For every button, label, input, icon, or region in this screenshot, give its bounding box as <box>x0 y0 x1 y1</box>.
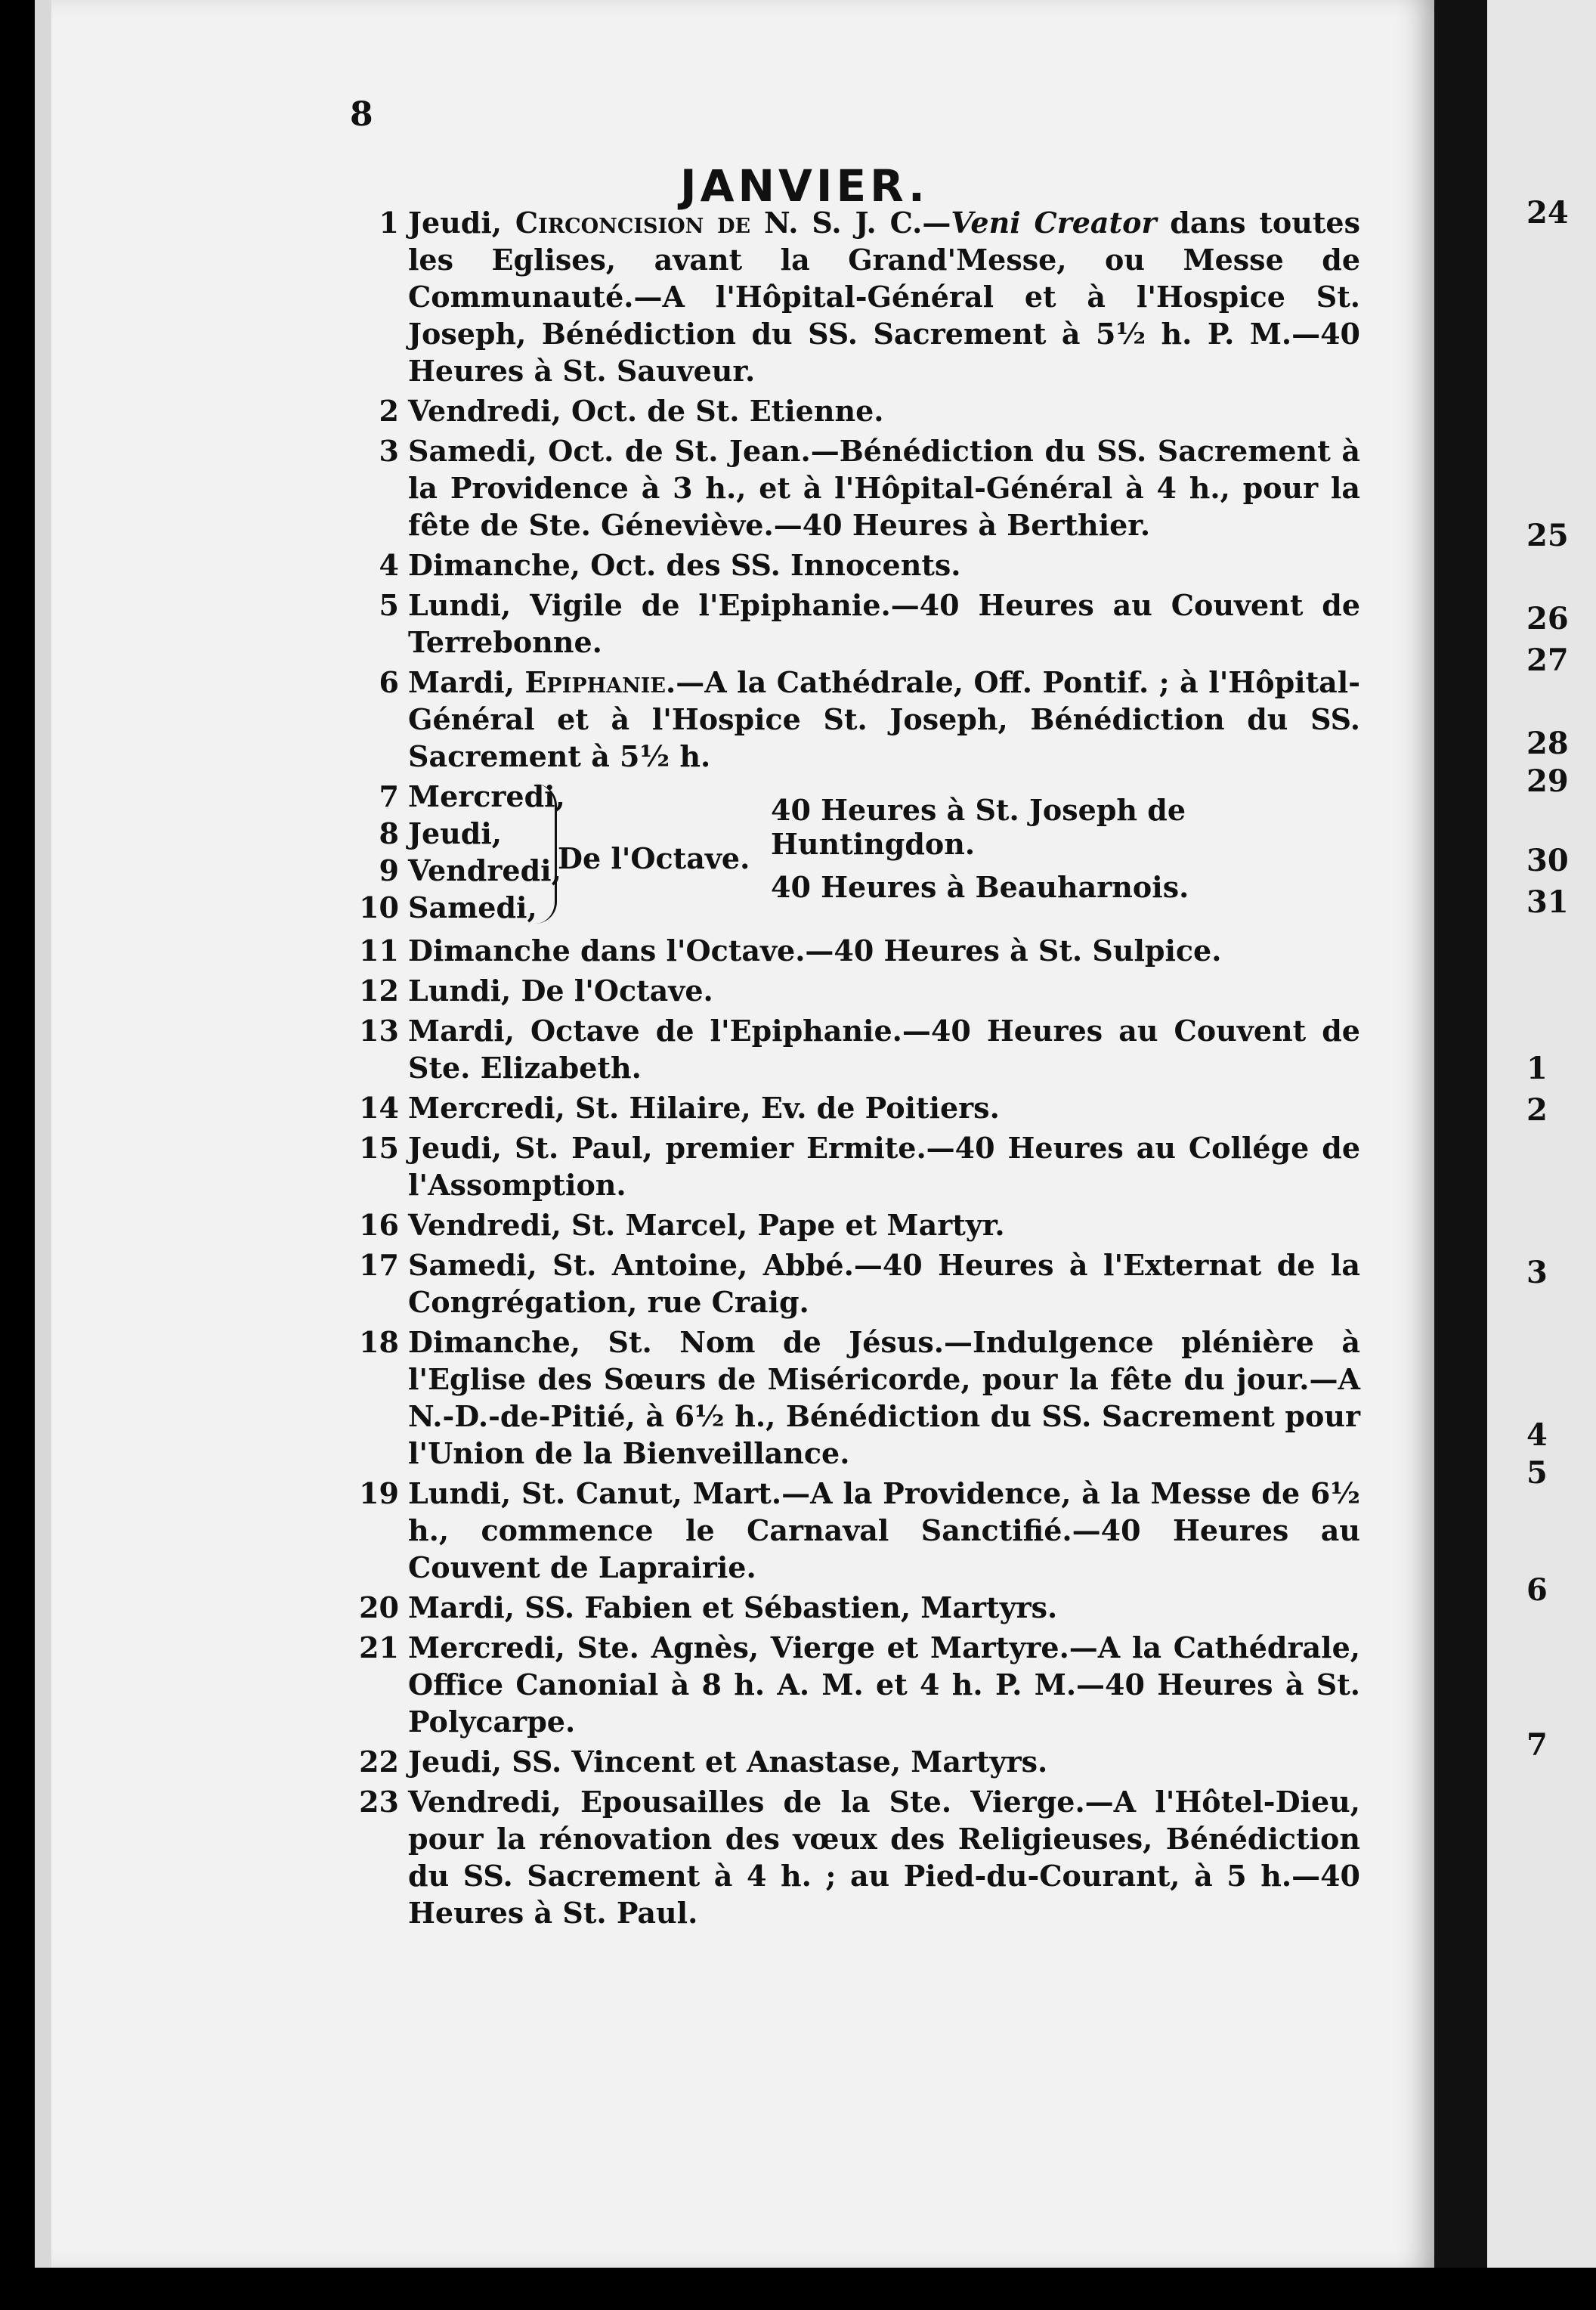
entry-text-part: Lundi, St. Canut, Mart.—A la Providence, à la Messe de 6½ h., commence le Carnaval Sanctifié.—40 Heures au Couvent de Laprairie. <box>408 1476 1360 1584</box>
calendar-entry <box>355 972 1360 1009</box>
day-number: 13 <box>359 1014 399 1048</box>
entry-text <box>408 587 1360 661</box>
entry-text <box>408 664 1360 775</box>
facing-page-number: 28 <box>1526 726 1569 761</box>
entry-text-part: Dimanche, Oct. des SS. Innocents. <box>408 548 961 582</box>
page-edge <box>35 0 51 2268</box>
octave-label: De l'Octave. <box>558 841 750 875</box>
day-number: 3 <box>379 434 399 468</box>
entry-text <box>408 1129 1360 1203</box>
page-number: 8 <box>350 95 373 134</box>
facing-page-number: 4 <box>1526 1417 1548 1453</box>
entry-text-part: Epiphanie <box>524 665 666 699</box>
entry-text-part: Jeudi, St. Paul, premier Ermite.—40 Heures au Collége de l'Assomption. <box>408 1131 1360 1202</box>
calendar-entry <box>355 587 1360 661</box>
entry-text-part: Samedi, Oct. de St. Jean.—Bénédiction du SS. Sacrement à la Providence à 3 h., et à l'Hôpital-Général à 4 h., pour la fête de Ste. Géneviève.—40 Heures à Berthier. <box>408 434 1360 542</box>
entry-text <box>408 1324 1360 1472</box>
calendar-entry <box>355 932 1360 969</box>
entry-text <box>408 547 1360 584</box>
month-title: JANVIER. <box>680 160 929 212</box>
entry-text <box>408 204 1360 389</box>
entry-text <box>408 432 1360 543</box>
entry-text-part: Vendredi, Oct. de St. Etienne. <box>408 394 884 428</box>
day-number: 19 <box>359 1476 399 1510</box>
entry-text-part: N. S. J. C.— <box>750 206 951 240</box>
entry-text-part: Mardi, SS. Fabien et Sébastien, Martyrs. <box>408 1590 1058 1624</box>
entry-text <box>408 1012 1360 1086</box>
day-number: 14 <box>359 1091 399 1125</box>
facing-page-number: 1 <box>1526 1051 1548 1086</box>
day-number: 15 <box>359 1131 399 1165</box>
octave-note: 40 Heures à St. Joseph de Huntingdon. <box>771 793 1186 861</box>
day-number: 6 <box>379 665 399 699</box>
octave-note: 40 Heures à Beauharnois. <box>771 870 1189 904</box>
day-name: Vendredi, <box>408 853 561 887</box>
day-number: 23 <box>359 1785 399 1819</box>
entry-text <box>408 932 1360 969</box>
calendar-entry <box>355 1089 1360 1126</box>
day-number: 7 <box>379 779 399 813</box>
facing-page-number: 29 <box>1526 763 1569 799</box>
calendar-entry <box>355 547 1360 584</box>
calendar-entry <box>355 1012 1360 1086</box>
entry-text <box>408 1743 1360 1780</box>
entry-text <box>408 1783 1360 1931</box>
book-gutter <box>1434 0 1487 2268</box>
facing-page-fragment <box>1487 0 1596 2268</box>
entry-text-part: Mercredi, St. Hilaire, Ev. de Poitiers. <box>408 1091 1000 1125</box>
calendar-entry <box>355 1206 1360 1243</box>
entry-text-part: Jeudi, <box>408 206 515 240</box>
facing-page-number: 7 <box>1526 1727 1548 1763</box>
entry-text-part: Mercredi, Ste. Agnès, Vierge et Martyre.—A la Cathédrale, Office Canonial à 8 h. A. M. et 4 h. P. M.—40 Heures à St. Polycarpe. <box>408 1630 1360 1739</box>
day-number: 17 <box>359 1248 399 1282</box>
facing-page-number: 25 <box>1526 518 1569 553</box>
calendar-entries <box>355 204 1360 1934</box>
calendar-entry <box>355 1743 1360 1780</box>
day-name: Samedi, <box>408 890 537 924</box>
day-name: Mercredi, <box>408 779 565 813</box>
calendar-entry <box>355 1475 1360 1586</box>
entry-text-part: Lundi, De l'Octave. <box>408 974 713 1008</box>
entry-text <box>408 1246 1360 1321</box>
facing-page-number: 26 <box>1526 601 1569 636</box>
scan-border <box>0 2268 1596 2310</box>
day-number: 10 <box>359 890 399 924</box>
facing-page-number: 24 <box>1526 195 1569 231</box>
entry-text-part: Dimanche, St. Nom de Jésus.—Indulgence plénière à l'Eglise des Sœurs de Miséricorde, pour la fête du jour.—A N.-D.-de-Pitié, à 6½ h., Bénédiction du SS. Sacrement pour l'Union de la Bienveillance. <box>408 1325 1360 1470</box>
day-number: 20 <box>359 1590 399 1624</box>
entry-text <box>408 1475 1360 1586</box>
entry-text <box>408 1589 1360 1626</box>
entry-text-part: Mardi, Octave de l'Epiphanie.—40 Heures au Couvent de Ste. Elizabeth. <box>408 1014 1360 1085</box>
day-number: 1 <box>379 206 399 240</box>
entry-text <box>408 1089 1360 1126</box>
octave-day <box>355 852 561 889</box>
entries-top <box>355 204 1360 775</box>
day-number: 18 <box>359 1325 399 1359</box>
calendar-entry <box>355 1783 1360 1931</box>
calendar-entry <box>355 1589 1360 1626</box>
facing-page-number: 5 <box>1526 1455 1548 1491</box>
day-number: 5 <box>379 588 399 622</box>
calendar-entry <box>355 1246 1360 1321</box>
facing-page-number: 6 <box>1526 1572 1548 1608</box>
brace <box>535 784 557 924</box>
day-name: Jeudi, <box>408 816 503 850</box>
facing-page-number: 31 <box>1526 884 1569 920</box>
day-number: 4 <box>379 548 399 582</box>
entry-text-part: Vendredi, Epousailles de la Ste. Vierge.—A l'Hôtel-Dieu, pour la rénovation des vœux des Religieuses, Bénédiction du SS. Sacrement à 4 h. ; au Pied-du-Courant, à 5 h.—40 Heures à St. Paul. <box>408 1785 1360 1930</box>
octave-day <box>355 778 565 815</box>
entry-text <box>408 392 1360 429</box>
entry-text <box>408 1629 1360 1740</box>
entry-text-part: Dimanche dans l'Octave.—40 Heures à St. Sulpice. <box>408 934 1222 968</box>
entry-text-part: Jeudi, SS. Vincent et Anastase, Martyrs. <box>408 1745 1048 1779</box>
day-number: 21 <box>359 1630 399 1664</box>
octave-block <box>355 778 1360 929</box>
entry-text <box>408 1206 1360 1243</box>
calendar-entry <box>355 1324 1360 1472</box>
calendar-entry <box>355 432 1360 543</box>
entry-text-part: Lundi, Vigile de l'Epiphanie.—40 Heures au Couvent de Terrebonne. <box>408 588 1360 659</box>
entries-bottom <box>355 932 1360 1931</box>
facing-page-number: 30 <box>1526 843 1569 878</box>
facing-page-number: 27 <box>1526 643 1569 678</box>
entry-text-part: dans toutes les Eglises, avant la Grand'Messe, ou Messe de Communauté.—A l'Hôpital-Général et à l'Hospice St. Joseph, Bénédiction du SS. Sacrement à 5½ h. P. M.—40 Heures à St. Sauveur. <box>408 206 1361 388</box>
entry-text-part: .—A la Cathédrale, Off. Pontif. ; à l'Hôpital-Général et à l'Hospice St. Joseph, Bénédiction du SS. Sacrement à 5½ h. <box>408 665 1360 773</box>
facing-page-number: 2 <box>1526 1092 1548 1128</box>
entry-text-part: Mardi, <box>408 665 525 699</box>
day-number: 8 <box>379 816 399 850</box>
day-number: 12 <box>359 974 399 1008</box>
octave-day <box>355 815 502 852</box>
calendar-entry <box>355 1129 1360 1203</box>
day-number: 16 <box>359 1208 399 1242</box>
octave-day <box>355 889 537 926</box>
entry-text-part: Circoncision de <box>515 206 751 240</box>
entry-text-part: Vendredi, St. Marcel, Pape et Martyr. <box>408 1208 1005 1242</box>
entry-text <box>408 972 1360 1009</box>
entry-text-part: Samedi, St. Antoine, Abbé.—40 Heures à l'Externat de la Congrégation, rue Craig. <box>408 1248 1360 1319</box>
day-number: 9 <box>379 853 399 887</box>
calendar-entry <box>355 204 1360 389</box>
day-number: 22 <box>359 1745 399 1779</box>
day-number: 2 <box>379 394 399 428</box>
calendar-entry <box>355 1629 1360 1740</box>
calendar-entry <box>355 392 1360 429</box>
facing-page-number: 3 <box>1526 1255 1548 1290</box>
day-number: 11 <box>359 934 399 968</box>
calendar-entry <box>355 664 1360 775</box>
entry-text-part: Veni Creator <box>951 206 1157 240</box>
